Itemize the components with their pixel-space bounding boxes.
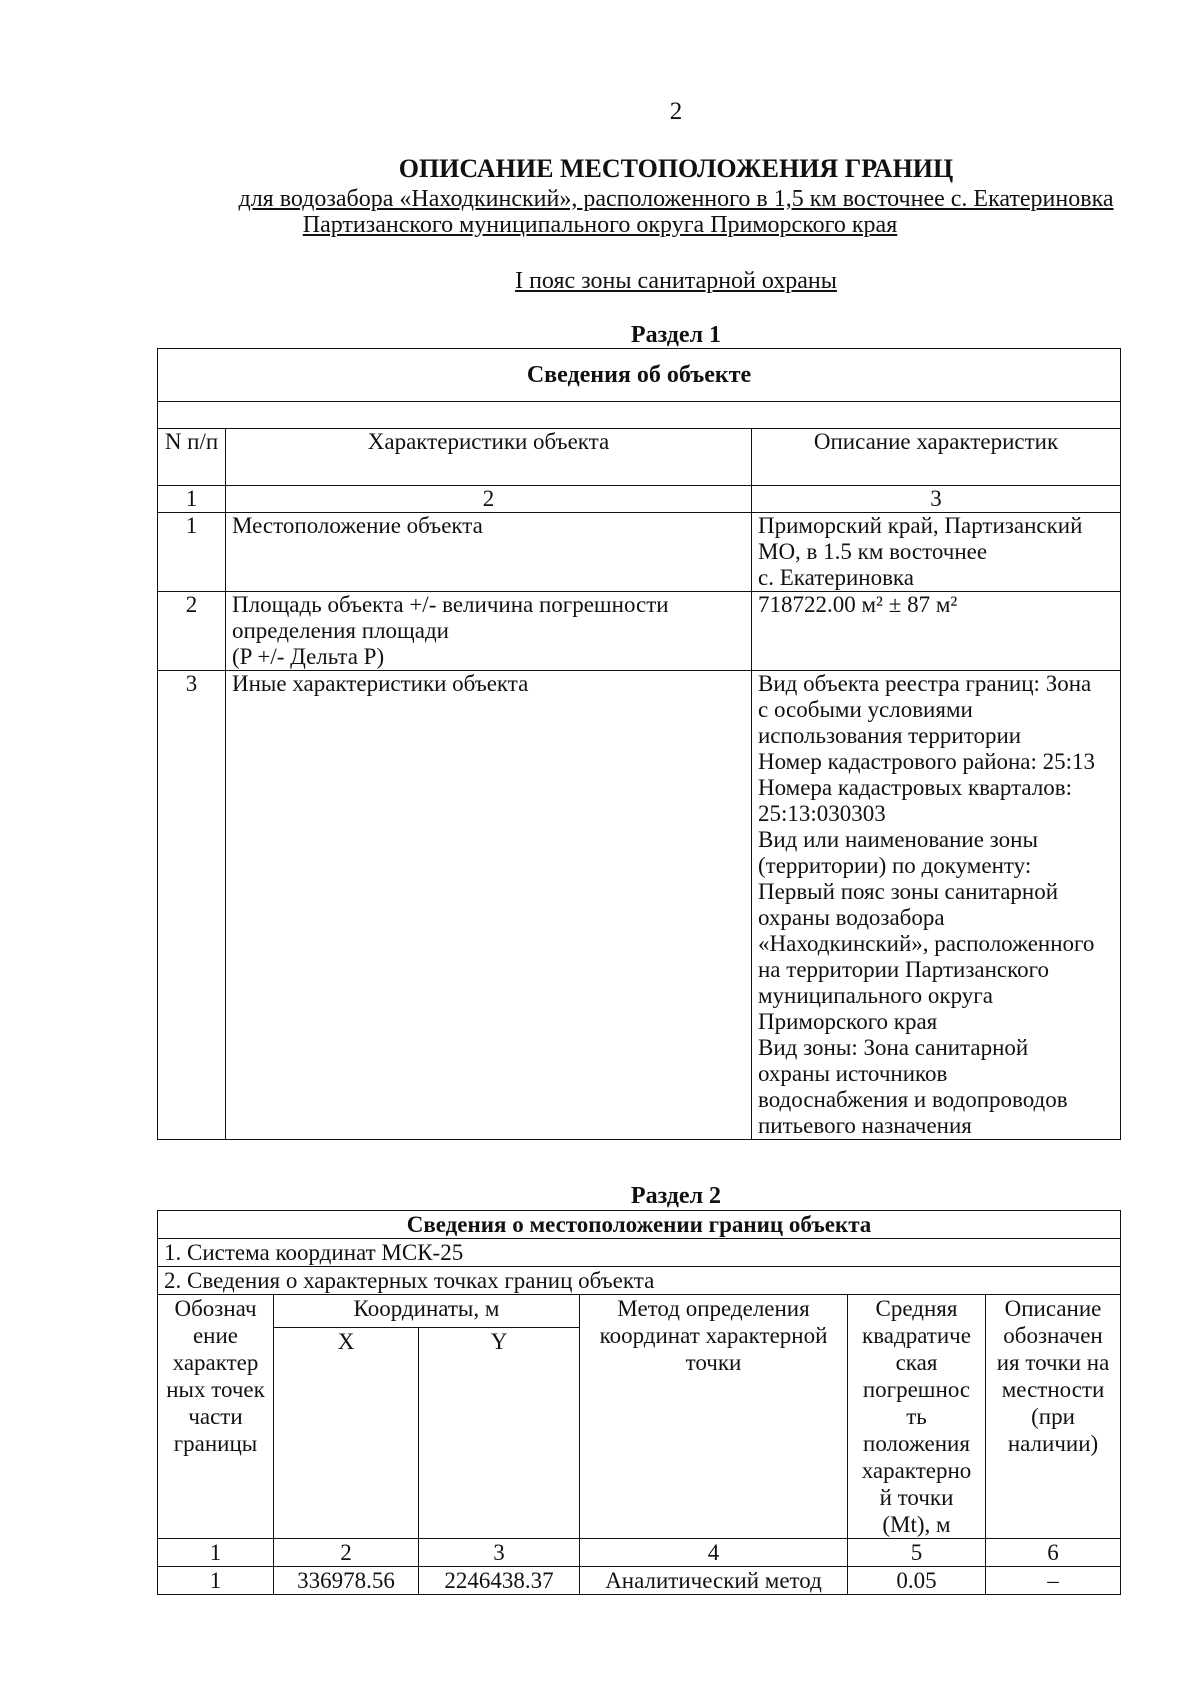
col-num: 2	[274, 1539, 419, 1567]
header-x: X	[274, 1328, 419, 1539]
row-name: Иные характеристики объекта	[226, 671, 752, 1140]
col-num: 5	[848, 1539, 986, 1567]
boundaries-caption: Сведения о местоположении границ объекта	[158, 1211, 1121, 1239]
points-info-row: 2. Сведения о характерных точках границ объекта	[158, 1267, 1121, 1295]
desc-line: Первый пояс зоны санитарной	[758, 879, 1059, 904]
point-x: 336978.56	[274, 1567, 419, 1595]
row-number: 3	[158, 671, 226, 1140]
desc-line: водоснабжения и водопроводов	[758, 1087, 1068, 1112]
desc-line: с особыми условиями	[758, 697, 973, 722]
row-name: Местоположение объекта	[226, 513, 752, 592]
header-characteristic: Характеристики объекта	[226, 429, 752, 486]
desc-line: Номера кадастровых кварталов:	[758, 775, 1073, 800]
empty-row	[158, 402, 1121, 429]
col-num: 2	[226, 486, 752, 513]
name-line: определения площади	[232, 618, 449, 643]
document-title: ОПИСАНИЕ МЕСТОПОЛОЖЕНИЯ ГРАНИЦ	[398, 154, 954, 183]
desc-line: (территории) по документу:	[758, 853, 1032, 878]
zone-title: I пояс зоны санитарной охраны	[515, 268, 837, 294]
name-line: (P +/- Дельта P)	[232, 644, 385, 669]
header-description: Описание характеристик	[752, 429, 1121, 486]
object-info-caption: Сведения об объекте	[158, 349, 1121, 402]
col-num: 6	[986, 1539, 1121, 1567]
desc-line: «Находкинский», расположенного	[758, 931, 1095, 956]
document-subtitle-line1: для водозабора «Находкинский», расположенного в 1,5 км восточнее с. Екатериновка	[238, 186, 1114, 212]
boundary-points-table	[157, 1210, 1121, 1595]
desc-line: Вид объекта реестра границ: Зона	[758, 671, 1092, 696]
desc-line: Вид или наименование зоны	[758, 827, 1038, 852]
col-num: 1	[158, 1539, 274, 1567]
point-id: 1	[158, 1567, 274, 1595]
table-row	[158, 671, 1121, 1140]
header-y: Y	[419, 1328, 580, 1539]
desc-line: Вид зоны: Зона санитарной	[758, 1035, 1029, 1060]
header-row	[158, 1295, 1121, 1328]
desc-line: Приморский край, Партизанский	[758, 513, 1083, 538]
point-mt: 0.05	[848, 1567, 986, 1595]
desc-line: с. Екатериновка	[758, 565, 914, 590]
row-number: 1	[158, 513, 226, 592]
header-coordinates: Координаты, м	[274, 1295, 580, 1328]
desc-line: на территории Партизанского	[758, 957, 1050, 982]
table-row	[158, 592, 1121, 671]
col-num: 4	[580, 1539, 848, 1567]
desc-line: Номер кадастрового района: 25:13	[758, 749, 1096, 774]
section1-label: Раздел 1	[630, 322, 722, 348]
document-subtitle-line2: Партизанского муниципального округа Приморского края	[302, 212, 898, 238]
desc-line: муниципального округа	[758, 983, 993, 1008]
header-method: Метод определения координат характерной точки	[580, 1295, 848, 1539]
desc-line: 25:13:030303	[758, 801, 886, 826]
table-row	[158, 513, 1121, 592]
row-desc: 718722.00 м² ± 87 м²	[752, 592, 1121, 671]
table-row	[158, 1567, 1121, 1595]
page-number: 2	[669, 98, 683, 125]
col-num: 3	[419, 1539, 580, 1567]
object-info-table	[157, 348, 1121, 1140]
header-designation: Обознач ение характер ных точек части границы	[158, 1295, 274, 1539]
row-name	[226, 592, 752, 671]
header-row	[158, 429, 1121, 486]
row-desc	[752, 513, 1121, 592]
point-y: 2246438.37	[419, 1567, 580, 1595]
desc-line: охраны водозабора	[758, 905, 945, 930]
desc-line: охраны источников	[758, 1061, 948, 1086]
desc-line: МО, в 1.5 км восточнее	[758, 539, 988, 564]
section2-label: Раздел 2	[630, 1183, 722, 1209]
point-method: Аналитический метод	[580, 1567, 848, 1595]
header-rmse: Средняя квадратиче ская погрешнос ть положения характерно й точки (Mt), м	[848, 1295, 986, 1539]
header-num: N п/п	[158, 429, 226, 486]
column-numbers-row	[158, 486, 1121, 513]
desc-line: питьевого назначения	[758, 1113, 972, 1138]
row-number: 2	[158, 592, 226, 671]
name-line: Площадь объекта +/- величина погрешности	[232, 592, 669, 617]
row-desc	[752, 671, 1121, 1140]
col-num: 1	[158, 486, 226, 513]
col-num: 3	[752, 486, 1121, 513]
column-numbers-row	[158, 1539, 1121, 1567]
coordinate-system-row: 1. Система координат МСК-25	[158, 1239, 1121, 1267]
point-note: –	[986, 1567, 1121, 1595]
header-point-description: Описание обозначен ия точки на местности (при наличии)	[986, 1295, 1121, 1539]
desc-line: Приморского края	[758, 1009, 938, 1034]
desc-line: использования территории	[758, 723, 1022, 748]
